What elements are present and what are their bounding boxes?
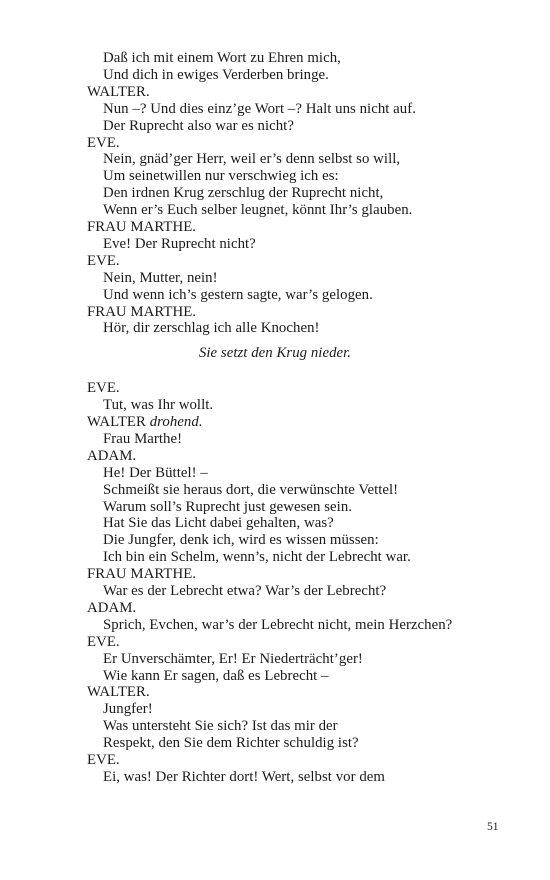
speaker-name [87, 566, 196, 583]
line-text: EVE. [87, 134, 120, 151]
verse-line [103, 769, 385, 786]
speaker-name [87, 600, 136, 617]
line-text: ADAM. [87, 599, 137, 616]
verse-line [103, 465, 208, 482]
speaker-name [87, 414, 203, 431]
line-text: FRAU MARTHE. [87, 566, 197, 583]
stage-direction [0, 345, 550, 362]
line-text: Wie kann Er sagen, daß es Lebrecht – [103, 667, 329, 684]
line-text: WALTER. [87, 83, 150, 100]
line-text: Nein, gnäd’ger Herr, weil er’s denn selbst so will, [103, 151, 401, 168]
line-text: Und dich in ewiges Verderben bringe. [103, 66, 329, 83]
verse-line [103, 668, 329, 685]
verse-line [103, 236, 256, 253]
line-text: FRAU MARTHE. [87, 219, 197, 235]
line-text: Warum soll’s Ruprecht just gewesen sein. [103, 498, 353, 515]
line-text: EVE. [87, 633, 120, 650]
verse-line [103, 735, 359, 752]
verse-line [103, 431, 182, 448]
line-text: Nein, Mutter, nein! [103, 269, 218, 286]
line-text: Was untersteht Sie sich? Ist das mir der [103, 718, 338, 735]
verse-line [103, 118, 294, 135]
verse-line [103, 320, 320, 337]
line-text: He! Der Büttel! – [103, 464, 208, 481]
line-text: Die Jungfer, denk ich, wird es wissen müssen: [103, 532, 379, 549]
line-text: Daß ich mit einem Wort zu Ehren mich, [103, 50, 341, 66]
line-text: Hat Sie das Licht dabei gehalten, was? [103, 515, 334, 532]
line-text: EVE. [87, 252, 120, 269]
line-text: FRAU MARTHE. [87, 303, 197, 320]
line-text: WALTER [87, 414, 146, 430]
line-text: Sie setzt den Krug nieder. [198, 345, 352, 362]
verse-line [103, 701, 153, 718]
verse-line [103, 397, 213, 414]
speaker-name [87, 84, 150, 101]
line-text: Wenn er’s Euch selber leugnet, könnt Ihr’s glauben. [103, 202, 413, 219]
verse-line [103, 101, 416, 118]
speaker-name [87, 304, 196, 321]
line-text: Respekt, den Sie dem Richter schuldig ist? [103, 735, 359, 752]
verse-line [103, 515, 334, 532]
verse-line [103, 202, 412, 219]
speaker-name [87, 253, 120, 270]
line-text: ADAM. [87, 447, 137, 464]
line-text: Er Unverschämter, Er! Er Niederträcht’ger! [103, 650, 363, 667]
verse-line [103, 185, 383, 202]
verse-line [103, 151, 400, 168]
verse-line [103, 287, 373, 304]
verse-line [103, 651, 363, 668]
speaker-name [87, 380, 120, 397]
verse-line [103, 718, 338, 735]
line-text: Nun –? Und dies einz’ge Wort –? Halt uns nicht auf. [103, 100, 416, 117]
speaker-name [87, 634, 120, 651]
line-text: EVE. [87, 752, 120, 768]
line-text: War es der Lebrecht etwa? War’s der Lebrecht? [103, 583, 387, 599]
verse-line [103, 168, 339, 185]
line-text: EVE. [87, 380, 120, 397]
line-text: Um seinetwillen nur verschwieg ich es: [103, 168, 339, 185]
line-text: Ei, was! Der Richter dort! Wert, selbst vor dem [103, 768, 385, 785]
verse-line [103, 50, 341, 67]
line-text: Tut, was Ihr wollt. [103, 397, 214, 414]
line-text: Eve! Der Ruprecht nicht? [103, 235, 256, 252]
line-text: Jungfer! [103, 701, 153, 718]
line-text: Und wenn ich’s gestern sagte, war’s gelogen. [103, 286, 373, 303]
verse-line [103, 270, 218, 287]
line-text: Ich bin ein Schelm, wenn’s, nicht der Lebrecht war. [103, 549, 411, 566]
page-number: 51 [487, 821, 499, 833]
speaker-name [87, 684, 150, 701]
speaker-name [87, 448, 136, 465]
line-text: Den irdnen Krug zerschlug der Ruprecht nicht, [103, 185, 384, 202]
line-text: Der Ruprecht also war es nicht? [103, 117, 294, 134]
speaker-name [87, 219, 196, 236]
verse-line [103, 67, 329, 84]
verse-line [103, 583, 386, 600]
speaker-name [87, 135, 120, 152]
line-text: Frau Marthe! [103, 430, 183, 447]
speaker-direction: drohend. [149, 414, 203, 430]
verse-line [103, 617, 452, 634]
speaker-name [87, 752, 120, 769]
verse-line [103, 482, 398, 499]
verse-line [103, 532, 379, 549]
verse-line [103, 499, 352, 516]
line-text: Hör, dir zerschlag ich alle Knochen! [103, 320, 320, 337]
verse-line [103, 549, 411, 566]
line-text: Sprich, Evchen, war’s der Lebrecht nicht, mein Herzchen? [103, 616, 453, 633]
line-text: Schmeißt sie heraus dort, die verwünschte Vettel! [103, 481, 399, 498]
line-text: WALTER. [87, 684, 150, 701]
